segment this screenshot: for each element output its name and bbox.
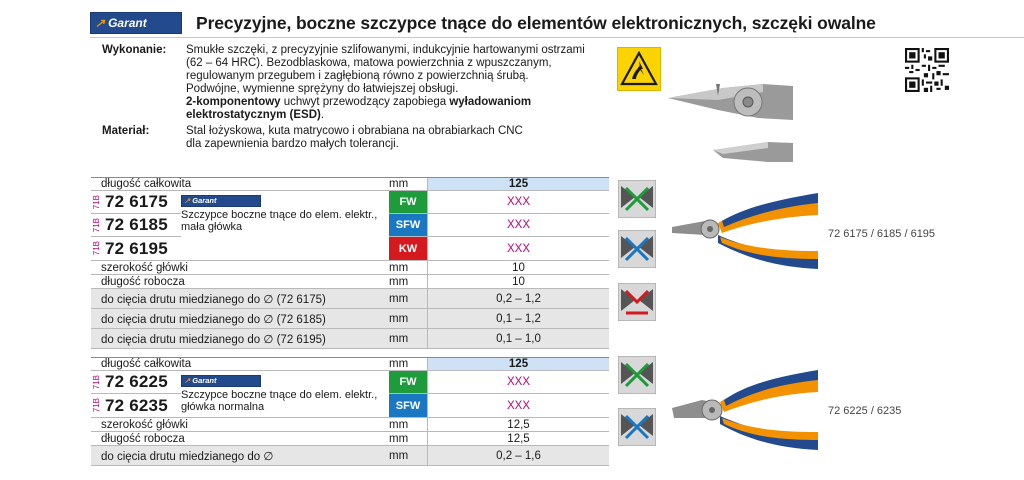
product-name: ↗ Garant Szczypce boczne tnące do elem. elektr., główka normalna xyxy=(181,376,378,413)
logo-hook-glyph: ↗ xyxy=(95,16,106,30)
table-row: szerokość główki mm 10 xyxy=(91,261,609,275)
catalog-tag: 71B xyxy=(92,194,101,210)
material-section xyxy=(102,125,612,151)
esd-handle-note: 2-komponentowy uchwyt przewodzący zapobiega wyładowaniom elektrostatycznym (ESD). xyxy=(186,96,532,121)
product-number-row[interactable] xyxy=(91,371,181,394)
product-number[interactable]: 72 6185 xyxy=(105,215,168,234)
row-value: 125 xyxy=(427,178,609,190)
execution-line: Podwójne, wymienne sprężyny do łatwiejszej obsługi. xyxy=(186,83,459,95)
catalog-tag: 71B xyxy=(92,398,101,413)
cut-code-badge: KW xyxy=(389,237,427,260)
product-image-caption: 72 6225 / 6235 xyxy=(828,405,902,417)
cut-code-badge: FW xyxy=(389,191,427,213)
table-row xyxy=(91,177,609,191)
table-row: do cięcia drutu miedzianego do ∅ (72 6175) mm 0,2 – 1,2 xyxy=(91,289,609,309)
product-block xyxy=(91,191,609,261)
row-label: długość całkowita xyxy=(101,178,192,190)
product-variant-row xyxy=(389,237,609,260)
page-title: Precyzyjne, boczne szczypce tnące do elementów elektronicznych, szczęki owalne xyxy=(196,12,876,33)
product-name: ↗ Garant Szczypce boczne tnące do elem. elektr., mała główka xyxy=(181,196,378,233)
table-row: szerokość główki mm 12,5 xyxy=(91,418,609,432)
qr-code-icon[interactable] xyxy=(905,48,949,92)
header-divider xyxy=(90,37,1024,38)
spec-table-normal-head xyxy=(91,357,609,466)
product-number[interactable]: 72 6225 xyxy=(105,372,168,391)
product-number[interactable]: 72 6175 xyxy=(105,192,168,211)
product-description xyxy=(102,44,612,151)
cut-flush-icon xyxy=(618,180,656,218)
product-variant-row xyxy=(389,394,609,417)
garant-logo xyxy=(90,12,182,34)
product-variant-row xyxy=(389,191,609,214)
cut-code-badge: SFW xyxy=(389,394,427,417)
execution-line: regulowanym przegubem i zagłębioną równo z powierzchnią śrubą. xyxy=(186,70,529,82)
product-number-row[interactable] xyxy=(91,214,181,237)
garant-mini-logo: ↗ Garant xyxy=(181,375,261,387)
cut-flush-icon xyxy=(618,356,656,394)
cut-semi-flush-icon xyxy=(618,408,656,446)
table-row: do cięcia drutu miedzianego do ∅ (72 6195) mm 0,1 – 1,0 xyxy=(91,329,609,349)
cut-bevel-icon xyxy=(618,283,656,321)
row-unit: mm xyxy=(389,178,409,190)
table-row: do cięcia drutu miedzianego do ∅ mm 0,2 – 1,6 xyxy=(91,446,609,466)
product-price: XXX xyxy=(427,394,609,417)
product-block xyxy=(91,371,609,418)
product-number-row[interactable] xyxy=(91,394,181,417)
cut-code-badge: FW xyxy=(389,371,427,393)
cut-code-badge: SFW xyxy=(389,214,427,236)
spec-table-small-head xyxy=(91,177,609,349)
catalog-tag: 71B xyxy=(92,217,101,233)
execution-line: Smukłe szczęki, z precyzyjnie szlifowanymi, indukcyjnie hartowanymi ostrzami xyxy=(186,44,585,56)
product-price: XXX xyxy=(427,371,609,393)
plier-normal-head-image xyxy=(670,360,820,455)
esd-warning-icon xyxy=(617,47,661,91)
cut-semi-flush-icon xyxy=(618,230,656,268)
execution-label: Wykonanie: xyxy=(102,44,167,56)
garant-mini-logo: ↗ Garant xyxy=(181,195,261,207)
execution-line: (62 – 64 HRC). Bezodblaskowa, matowa powierzchnia z wpuszczanym, xyxy=(186,57,552,69)
product-image-caption: 72 6175 / 6185 / 6195 xyxy=(828,228,936,240)
table-row: długość robocza mm 12,5 xyxy=(91,432,609,446)
material-line: Stal łożyskowa, kuta matrycowo i obrabiana na obrabiarkach CNC xyxy=(186,125,523,137)
row-unit: mm xyxy=(389,358,409,370)
material-label: Materiał: xyxy=(102,125,150,137)
plier-small-head-image xyxy=(670,185,820,275)
product-number-row[interactable] xyxy=(91,237,181,260)
product-variant-row xyxy=(389,371,609,394)
table-row xyxy=(91,357,609,371)
table-row: do cięcia drutu miedzianego do ∅ (72 6185) mm 0,1 – 1,2 xyxy=(91,309,609,329)
product-number[interactable]: 72 6235 xyxy=(105,395,168,415)
jaw-detail-image xyxy=(668,70,793,175)
execution-section xyxy=(102,44,612,122)
catalog-tag: 71B xyxy=(92,374,101,390)
row-value: 125 xyxy=(427,358,609,370)
product-number[interactable]: 72 6195 xyxy=(105,238,168,258)
table-row: długość robocza mm 10 xyxy=(91,275,609,289)
logo-text: Garant xyxy=(108,16,147,30)
product-price: XXX xyxy=(427,237,609,260)
row-label: długość całkowita xyxy=(101,358,192,370)
product-number-row[interactable] xyxy=(91,191,181,214)
product-price: XXX xyxy=(427,191,609,213)
product-variant-row xyxy=(389,214,609,237)
catalog-tag: 71B xyxy=(92,241,101,256)
product-price: XXX xyxy=(427,214,609,236)
material-line: dla zapewnienia bardzo małych tolerancji. xyxy=(186,138,399,150)
page-header xyxy=(90,10,1024,36)
